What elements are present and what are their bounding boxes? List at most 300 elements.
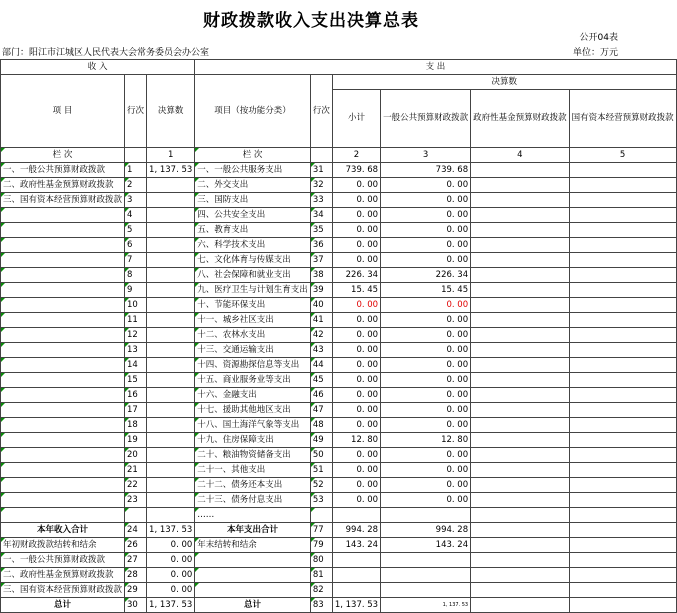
income-amount-cell: 0. 00 <box>147 553 195 568</box>
gov-fund-cell <box>471 268 570 283</box>
expense-line-cell: 41 <box>310 313 332 328</box>
expense-item-cell: 十二、农林水支出 <box>195 328 311 343</box>
table-row <box>1 313 677 328</box>
expense-item-cell <box>195 583 311 598</box>
general-budget-cell: 0. 00 <box>381 493 471 508</box>
gov-fund-cell <box>471 373 570 388</box>
general-budget-cell: 12. 80 <box>381 433 471 448</box>
expense-line-cell: 42 <box>310 328 332 343</box>
table-row <box>1 328 677 343</box>
general-budget-cell: 0. 00 <box>381 223 471 238</box>
general-budget-cell: 0. 00 <box>381 343 471 358</box>
income-line-cell: 27 <box>125 553 147 568</box>
income-line-cell: 23 <box>125 493 147 508</box>
expense-item-cell: 本年支出合计 <box>195 523 311 538</box>
income-item-cell: 一、一般公共预算财政拨款 <box>1 163 125 178</box>
expense-item-cell: 九、医疗卫生与计划生育支出 <box>195 283 311 298</box>
general-budget-cell: 0. 00 <box>381 388 471 403</box>
income-line-cell <box>125 508 147 523</box>
gov-fund-header: 政府性基金预算财政拨款 <box>471 90 570 148</box>
gov-fund-cell <box>471 328 570 343</box>
income-amount-cell: 1, 137. 53 <box>147 598 195 613</box>
income-line-cell: 8 <box>125 268 147 283</box>
state-capital-cell <box>569 463 676 478</box>
state-capital-cell <box>569 508 676 523</box>
final-group-header: 决算数 <box>332 75 676 90</box>
income-item-cell: 年初财政拨款结转和结余 <box>1 538 125 553</box>
income-line-cell: 5 <box>125 223 147 238</box>
table-row <box>1 508 677 523</box>
expense-line-cell: 46 <box>310 388 332 403</box>
expense-item-cell: 四、公共安全支出 <box>195 208 311 223</box>
table-row <box>1 298 677 313</box>
income-item-cell <box>1 448 125 463</box>
income-item-cell <box>1 313 125 328</box>
income-amount-cell: 1, 137. 53 <box>147 523 195 538</box>
table-row <box>1 283 677 298</box>
general-budget-cell: 739. 68 <box>381 163 471 178</box>
table-row <box>1 433 677 448</box>
expense-item-cell: 二十二、债务还本支出 <box>195 478 311 493</box>
income-item-cell <box>1 343 125 358</box>
general-budget-cell: 0. 00 <box>381 298 471 313</box>
income-amount-cell <box>147 403 195 418</box>
general-budget-cell <box>381 583 471 598</box>
table-row <box>1 583 677 598</box>
income-header: 收 入 <box>1 60 195 75</box>
gov-fund-cell <box>471 403 570 418</box>
income-amount-cell <box>147 508 195 523</box>
state-capital-cell <box>569 343 676 358</box>
col-1: 1 <box>147 148 195 163</box>
expense-item-cell: 二十三、债务付息支出 <box>195 493 311 508</box>
general-budget-cell: 994. 28 <box>381 523 471 538</box>
gov-fund-cell <box>471 583 570 598</box>
subtotal-cell: 0. 00 <box>332 493 380 508</box>
income-line-cell: 9 <box>125 283 147 298</box>
gov-fund-cell <box>471 283 570 298</box>
table-row <box>1 403 677 418</box>
column-index-row <box>1 148 677 163</box>
subtotal-cell: 0. 00 <box>332 208 380 223</box>
expense-line-cell: 34 <box>310 208 332 223</box>
gov-fund-cell <box>471 223 570 238</box>
general-budget-cell: 0. 00 <box>381 418 471 433</box>
expense-line-cell: 40 <box>310 298 332 313</box>
general-budget-cell: 0. 00 <box>381 178 471 193</box>
income-item-cell <box>1 328 125 343</box>
gov-fund-cell <box>471 523 570 538</box>
state-capital-cell <box>569 208 676 223</box>
income-amount-cell <box>147 343 195 358</box>
table-row <box>1 343 677 358</box>
income-item-cell: 一、一般公共预算财政拨款 <box>1 553 125 568</box>
income-amount-cell <box>147 268 195 283</box>
subtotal-cell: 739. 68 <box>332 163 380 178</box>
income-item-cell: 二、政府性基金预算财政拨款 <box>1 568 125 583</box>
income-line-cell: 30 <box>125 598 147 613</box>
general-budget-cell: 1, 137. 53 <box>381 598 471 613</box>
expense-item-header: 项目（按功能分类） <box>195 75 311 148</box>
table-row <box>1 358 677 373</box>
expense-line-cell: 37 <box>310 253 332 268</box>
income-item-cell <box>1 208 125 223</box>
state-capital-cell <box>569 553 676 568</box>
income-item-cell <box>1 238 125 253</box>
income-line-cell: 4 <box>125 208 147 223</box>
income-item-cell <box>1 493 125 508</box>
gov-fund-cell <box>471 448 570 463</box>
report-title: 财政拨款收入支出决算总表 <box>203 11 419 31</box>
income-amount-cell <box>147 298 195 313</box>
subtotal-cell: 0. 00 <box>332 253 380 268</box>
income-amount-cell <box>147 478 195 493</box>
general-budget-cell: 0. 00 <box>381 373 471 388</box>
expense-item-cell: 五、教育支出 <box>195 223 311 238</box>
gov-fund-cell <box>471 418 570 433</box>
income-item-cell <box>1 358 125 373</box>
expense-item-cell <box>195 553 311 568</box>
income-item-cell: 三、国有资本经营预算财政拨款 <box>1 193 125 208</box>
state-capital-cell <box>569 568 676 583</box>
col-2: 2 <box>332 148 380 163</box>
gov-fund-cell <box>471 298 570 313</box>
expense-line-cell: 38 <box>310 268 332 283</box>
gov-fund-cell <box>471 343 570 358</box>
col-5: 5 <box>569 148 676 163</box>
expense-line-cell: 35 <box>310 223 332 238</box>
table-row <box>1 253 677 268</box>
income-line-cell: 11 <box>125 313 147 328</box>
subtotal-cell: 0. 00 <box>332 373 380 388</box>
subtotal-cell: 0. 00 <box>332 478 380 493</box>
expense-item-cell: 十九、住房保障支出 <box>195 433 311 448</box>
expense-item-cell: 十一、城乡社区支出 <box>195 313 311 328</box>
expense-item-cell: …… <box>195 508 311 523</box>
gov-fund-cell <box>471 538 570 553</box>
subtotal-cell <box>332 553 380 568</box>
state-capital-cell <box>569 583 676 598</box>
table-row <box>1 223 677 238</box>
state-capital-cell <box>569 403 676 418</box>
income-amount-cell <box>147 418 195 433</box>
table-row <box>1 373 677 388</box>
gov-fund-cell <box>471 508 570 523</box>
expense-line-cell <box>310 508 332 523</box>
subtotal-cell: 0. 00 <box>332 358 380 373</box>
subtotal-cell: 0. 00 <box>332 223 380 238</box>
expense-line-cell: 52 <box>310 478 332 493</box>
income-item-header: 项 目 <box>1 75 125 148</box>
income-item-cell <box>1 253 125 268</box>
income-item-cell <box>1 373 125 388</box>
state-capital-cell <box>569 328 676 343</box>
income-amount-cell <box>147 448 195 463</box>
expense-line-cell: 33 <box>310 193 332 208</box>
col-label: 栏 次 <box>1 148 125 163</box>
income-line-cell: 6 <box>125 238 147 253</box>
gov-fund-cell <box>471 178 570 193</box>
table-row <box>1 598 677 613</box>
income-item-cell <box>1 298 125 313</box>
general-budget-cell: 0. 00 <box>381 448 471 463</box>
general-budget-cell: 0. 00 <box>381 313 471 328</box>
income-amount-header: 决算数 <box>147 75 195 148</box>
income-amount-cell <box>147 463 195 478</box>
expense-line-header: 行次 <box>310 75 332 148</box>
table-row <box>1 523 677 538</box>
table-row <box>1 493 677 508</box>
expense-item-cell: 十七、援助其他地区支出 <box>195 403 311 418</box>
subtotal-cell: 12. 80 <box>332 433 380 448</box>
income-amount-cell <box>147 373 195 388</box>
gov-fund-cell <box>471 388 570 403</box>
state-capital-cell <box>569 268 676 283</box>
income-amount-cell <box>147 178 195 193</box>
income-line-cell: 18 <box>125 418 147 433</box>
general-budget-cell: 0. 00 <box>381 253 471 268</box>
expense-item-cell: 六、科学技术支出 <box>195 238 311 253</box>
gov-fund-cell <box>471 208 570 223</box>
income-item-cell <box>1 433 125 448</box>
col-3: 3 <box>381 148 471 163</box>
income-item-cell <box>1 268 125 283</box>
state-capital-cell <box>569 253 676 268</box>
income-item-cell: 三、国有资本经营预算财政拨款 <box>1 583 125 598</box>
expense-line-cell: 48 <box>310 418 332 433</box>
expense-line-cell: 79 <box>310 538 332 553</box>
header-row-2 <box>1 75 677 90</box>
expense-line-cell: 50 <box>310 448 332 463</box>
expense-item-cell: 年末结转和结余 <box>195 538 311 553</box>
income-line-cell: 28 <box>125 568 147 583</box>
state-capital-cell <box>569 283 676 298</box>
income-line-cell: 29 <box>125 583 147 598</box>
expense-item-cell: 十、节能环保支出 <box>195 298 311 313</box>
general-budget-cell: 0. 00 <box>381 478 471 493</box>
subtotal-cell <box>332 508 380 523</box>
state-capital-cell <box>569 193 676 208</box>
col-4: 4 <box>471 148 570 163</box>
gov-fund-cell <box>471 358 570 373</box>
income-amount-cell <box>147 433 195 448</box>
income-line-cell: 17 <box>125 403 147 418</box>
income-line-cell: 20 <box>125 448 147 463</box>
subtotal-cell: 0. 00 <box>332 388 380 403</box>
income-line-cell: 19 <box>125 433 147 448</box>
header-row-1 <box>1 60 677 75</box>
state-capital-cell <box>569 538 676 553</box>
general-budget-cell: 0. 00 <box>381 193 471 208</box>
table-row <box>1 418 677 433</box>
income-item-cell <box>1 388 125 403</box>
income-line-cell: 15 <box>125 373 147 388</box>
income-item-cell: 二、政府性基金预算财政拨款 <box>1 178 125 193</box>
income-item-cell <box>1 283 125 298</box>
income-line-cell: 2 <box>125 178 147 193</box>
expense-item-cell: 七、文化体育与传媒支出 <box>195 253 311 268</box>
income-amount-cell <box>147 358 195 373</box>
expense-line-cell: 31 <box>310 163 332 178</box>
general-budget-cell: 0. 00 <box>381 208 471 223</box>
budget-table <box>0 59 677 613</box>
income-amount-cell <box>147 253 195 268</box>
income-line-cell: 13 <box>125 343 147 358</box>
subtotal-cell <box>332 583 380 598</box>
income-amount-cell: 0. 00 <box>147 583 195 598</box>
expense-item-cell: 十三、交通运输支出 <box>195 343 311 358</box>
subtotal-cell: 0. 00 <box>332 328 380 343</box>
gov-fund-cell <box>471 193 570 208</box>
state-capital-cell <box>569 178 676 193</box>
income-amount-cell <box>147 493 195 508</box>
expense-line-cell: 83 <box>310 598 332 613</box>
state-capital-cell <box>569 238 676 253</box>
expense-header: 支 出 <box>195 60 676 75</box>
subtotal-cell: 0. 00 <box>332 193 380 208</box>
income-item-cell <box>1 508 125 523</box>
general-budget-cell: 0. 00 <box>381 358 471 373</box>
expense-item-cell: 二、外交支出 <box>195 178 311 193</box>
subtotal-cell <box>332 568 380 583</box>
table-row <box>1 208 677 223</box>
state-capital-cell <box>569 598 676 613</box>
subtotal-cell: 0. 00 <box>332 463 380 478</box>
expense-line-cell: 43 <box>310 343 332 358</box>
state-capital-cell <box>569 478 676 493</box>
table-row <box>1 463 677 478</box>
general-budget-cell: 0. 00 <box>381 328 471 343</box>
general-budget-cell <box>381 568 471 583</box>
income-amount-cell: 1, 137. 53 <box>147 163 195 178</box>
table-row <box>1 193 677 208</box>
income-amount-cell <box>147 313 195 328</box>
income-item-cell <box>1 223 125 238</box>
expense-line-cell: 39 <box>310 283 332 298</box>
gov-fund-cell <box>471 598 570 613</box>
expense-line-cell: 44 <box>310 358 332 373</box>
state-capital-cell <box>569 523 676 538</box>
income-item-cell <box>1 478 125 493</box>
subtotal-cell: 226. 34 <box>332 268 380 283</box>
expense-item-cell: 十四、资源勘探信息等支出 <box>195 358 311 373</box>
col-empty <box>310 148 332 163</box>
expense-item-cell <box>195 568 311 583</box>
expense-item-cell: 二十一、其他支出 <box>195 463 311 478</box>
income-line-cell: 7 <box>125 253 147 268</box>
state-capital-cell <box>569 373 676 388</box>
state-capital-cell <box>569 163 676 178</box>
subtotal-header: 小计 <box>332 90 380 148</box>
gov-fund-cell <box>471 553 570 568</box>
expense-line-cell: 77 <box>310 523 332 538</box>
expense-line-cell: 53 <box>310 493 332 508</box>
subtotal-cell: 0. 00 <box>332 178 380 193</box>
general-budget-cell <box>381 553 471 568</box>
table-row <box>1 163 677 178</box>
income-item-cell: 本年收入合计 <box>1 523 125 538</box>
gov-fund-cell <box>471 568 570 583</box>
expense-line-cell: 51 <box>310 463 332 478</box>
state-capital-cell <box>569 418 676 433</box>
expense-item-cell: 十八、国土海洋气象等支出 <box>195 418 311 433</box>
gov-fund-cell <box>471 463 570 478</box>
expense-line-cell: 32 <box>310 178 332 193</box>
unit-label: 单位：万元 <box>572 48 618 58</box>
state-capital-cell <box>569 223 676 238</box>
expense-line-cell: 82 <box>310 583 332 598</box>
subtotal-cell: 143. 24 <box>332 538 380 553</box>
department-label: 部门：阳江市江城区人民代表大会常务委员会办公室 <box>2 48 210 58</box>
state-capital-cell <box>569 388 676 403</box>
gov-fund-cell <box>471 493 570 508</box>
income-amount-cell: 0. 00 <box>147 538 195 553</box>
income-item-cell <box>1 418 125 433</box>
expense-item-cell: 三、国防支出 <box>195 193 311 208</box>
income-line-cell: 26 <box>125 538 147 553</box>
general-budget-cell <box>381 508 471 523</box>
gov-fund-cell <box>471 238 570 253</box>
income-line-cell: 14 <box>125 358 147 373</box>
state-capital-cell <box>569 298 676 313</box>
expense-item-cell: 十五、商业服务业等支出 <box>195 373 311 388</box>
income-amount-cell <box>147 223 195 238</box>
subtotal-cell: 1, 137. 53 <box>332 598 380 613</box>
gov-fund-cell <box>471 478 570 493</box>
subtotal-cell: 0. 00 <box>332 448 380 463</box>
income-line-cell: 22 <box>125 478 147 493</box>
table-row <box>1 553 677 568</box>
expense-line-cell: 36 <box>310 238 332 253</box>
income-line-cell: 10 <box>125 298 147 313</box>
general-budget-cell: 15. 45 <box>381 283 471 298</box>
expense-item-cell: 二十、粮油物资储备支出 <box>195 448 311 463</box>
income-item-cell: 总计 <box>1 598 125 613</box>
subtotal-cell: 0. 00 <box>332 343 380 358</box>
income-item-cell <box>1 463 125 478</box>
income-amount-cell <box>147 283 195 298</box>
income-line-cell: 16 <box>125 388 147 403</box>
expense-line-cell: 47 <box>310 403 332 418</box>
income-line-cell: 1 <box>125 163 147 178</box>
general-budget-cell: 143. 24 <box>381 538 471 553</box>
subtotal-cell: 0. 00 <box>332 418 380 433</box>
income-amount-cell <box>147 193 195 208</box>
state-capital-cell <box>569 313 676 328</box>
general-budget-cell: 226. 34 <box>381 268 471 283</box>
expense-item-cell: 一、一般公共服务支出 <box>195 163 311 178</box>
income-item-cell <box>1 403 125 418</box>
gov-fund-cell <box>471 253 570 268</box>
col-label: 栏 次 <box>195 148 311 163</box>
income-amount-cell <box>147 388 195 403</box>
general-budget-cell: 0. 00 <box>381 238 471 253</box>
table-row <box>1 478 677 493</box>
income-line-cell: 12 <box>125 328 147 343</box>
income-line-cell: 3 <box>125 193 147 208</box>
expense-item-cell: 十六、金融支出 <box>195 388 311 403</box>
table-row <box>1 178 677 193</box>
subtotal-cell: 994. 28 <box>332 523 380 538</box>
gov-fund-cell <box>471 163 570 178</box>
state-capital-cell <box>569 358 676 373</box>
form-number: 公开04表 <box>579 33 618 43</box>
expense-line-cell: 49 <box>310 433 332 448</box>
income-amount-cell <box>147 328 195 343</box>
income-line-cell: 21 <box>125 463 147 478</box>
income-amount-cell: 0. 00 <box>147 568 195 583</box>
subtotal-cell: 0. 00 <box>332 298 380 313</box>
